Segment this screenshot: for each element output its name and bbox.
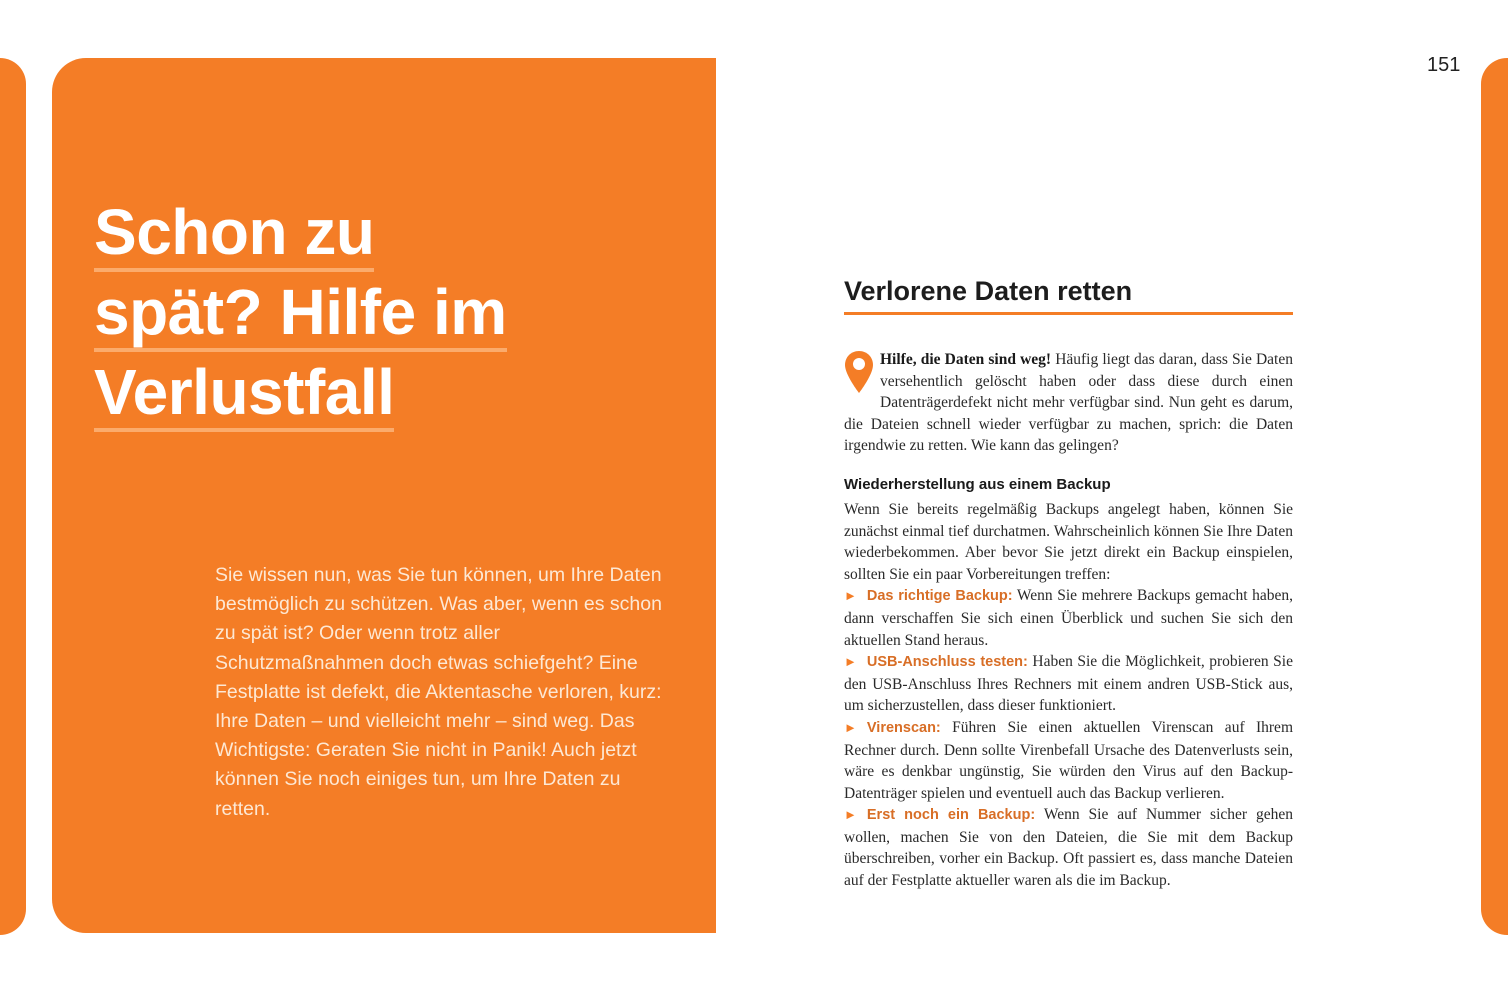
chapter-intro: Sie wissen nun, was Sie tun können, um Ihre Daten bestmöglich zu schützen. Was aber, wenn es schon zu spät ist? Oder wenn trotz aller Schutzmaßnahmen doch etwas schiefgeht? Eine Festplatte ist defekt, die Aktentasche verloren, kurz: Ihre Daten – und vielleicht mehr – sind weg. Das Wichtigste: Geraten Sie nicht in Panik! Auch jetzt können Sie noch einiges tun, um Ihre Daten zu retten. [215,564,662,820]
section-title: Verlorene Daten retten [844,274,1293,315]
lead-text: Häufig liegt das daran, dass Sie Daten versehentlich gelöscht haben oder dass diese durch einen Datenträgerdefekt nicht mehr verfügbar sind. Nun geht es darum, die Dateien schnell wieder verfügbar zu machen, sprich: die Daten irgendwie zu retten. Wie kann das gelingen? [844,351,1293,455]
right-edge-tab [1481,58,1508,935]
chapter-title-line: spät? Hilfe im [94,276,507,352]
bullet-text: Führen Sie einen aktuellen Virenscan auf Ihrem Rechner durch. Denn sollte Virenbefall Ursache des Datenverlusts sein, wäre es denkbar ungünstig, Sie würden den Virus auf den Backup-Datenträger spielen und eventuell auch das Backup verlieren. [844,718,1293,802]
chapter-title [94,196,507,436]
bullet-item [844,804,1293,891]
bullet-keyword: USB-Anschluss testen: [866,654,1028,671]
article-column [844,274,1293,892]
lead-paragraph [844,349,1293,457]
bullet-keyword: Erst noch ein Backup: [866,807,1036,824]
arrow-right-icon: ► [844,588,857,604]
chapter-title-line: Verlustfall [94,356,394,432]
arrow-right-icon: ► [844,719,857,735]
bullet-text: Wenn Sie mehrere Backups gemacht haben, dann verschaffen Sie sich einen Überblick und suchen Sie sich den aktuellen Stand heraus. [844,587,1293,649]
bullet-keyword: Virenscan: [866,719,941,736]
bullet-text: Haben Sie die Möglichkeit, probieren Sie den USB-Anschluss Ihres Rechners mit einem andren USB-Stick aus, um sicherzustellen, dass dieser funktioniert. [844,653,1293,715]
bullet-item [844,717,1293,804]
left-edge-tab [0,58,26,935]
map-pin-icon [844,350,874,394]
subsection-intro: Wenn Sie bereits regelmäßig Backups angelegt haben, können Sie zunächst einmal tief durchatmen. Wahrscheinlich können Sie Ihre Daten wiederbekommen. Aber bevor Sie jetzt direkt ein Backup einspielen, sollten Sie ein paar Vorbereitungen treffen: [844,500,1293,583]
arrow-right-icon: ► [844,654,857,670]
subsection-title: Wiederherstellung aus einem Backup [844,475,1111,493]
bullet-text: Wenn Sie auf Nummer sicher gehen wollen, machen Sie von den Dateien, die Sie mit dem Backup überschreiben, vorher ein Backup. Oft passiert es, dass manche Dateien auf der Festplatte aktueller waren als die im Backup. [844,806,1293,890]
arrow-right-icon: ► [844,807,857,823]
bullet-keyword: Das richtige Backup: [866,588,1013,605]
chapter-title-line: Schon zu [94,196,374,272]
bullet-item [844,651,1293,717]
page-number: 151 [1427,54,1461,76]
lead-bold: Hilfe, die Daten sind weg! [880,351,1052,368]
bullet-item [844,585,1293,651]
